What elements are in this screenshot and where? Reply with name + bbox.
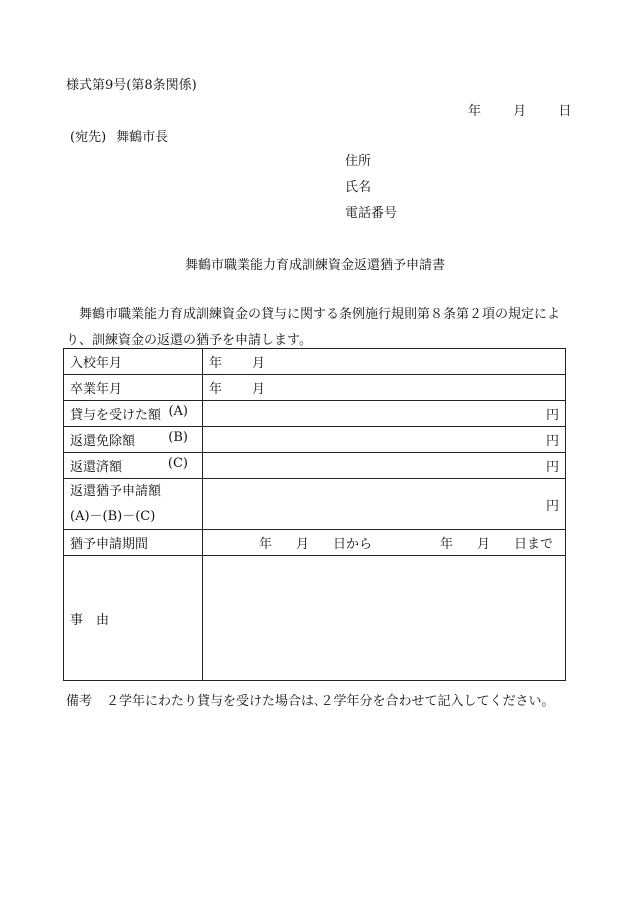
table-row-loan [64,401,566,427]
loan-code: (A) [168,404,188,419]
exempt-amount-field[interactable] [203,427,566,453]
loan-amount-field[interactable] [203,401,566,427]
table-row-graduate [64,375,566,401]
addressee-name: 舞鶴市長 [116,130,169,145]
remarks-text: ２学年にわたり貸与を受けた場合は､２学年分を合わせて記入してください。 [106,694,555,709]
address-label: 住所 [345,154,372,169]
deferral-formula: (A)－(B)－(C) [70,509,156,524]
period-to-month: 月 [476,537,490,552]
phone-label: 電話番号 [345,206,398,221]
repaid-label: 返還済額 [70,460,123,475]
period-field[interactable] [203,530,566,556]
graduate-year: 年 [209,382,223,397]
enroll-year: 年 [209,356,223,371]
enroll-label: 入校年月 [64,349,203,375]
exempt-label-cell [64,427,203,453]
enroll-month: 月 [252,356,266,371]
repaid-amount-field[interactable] [203,453,566,479]
reason-field[interactable] [203,556,566,681]
table-row-reason [64,556,566,681]
enroll-date-field[interactable] [203,349,566,375]
loan-unit: 円 [545,408,559,423]
period-to-day: 日まで [513,537,553,552]
exempt-label: 返還免除額 [70,434,136,449]
repaid-code: (C) [167,456,188,471]
loan-label-cell [64,401,203,427]
body-text: 舞鶴市職業能力育成訓練資金の貸与に関する条例施行規則第８条第２項の規定により、訓練資金の返還の猶予を申請します。 [66,307,561,348]
remarks-label: 備考 [66,694,93,709]
addressee [70,126,168,145]
addressee-prefix: (宛先) [70,130,107,145]
date-month: 月 [513,104,527,119]
date-day: 日 [558,104,572,119]
deferral-label-cell [64,479,203,530]
reason-label: 事 由 [64,556,203,681]
period-from-year: 年 [259,537,273,552]
graduate-label: 卒業年月 [64,375,203,401]
deferral-label: 返還猶予申請額 [70,484,162,499]
exempt-code: (B) [168,430,188,445]
repaid-unit: 円 [545,460,559,475]
repaid-label-cell [64,453,203,479]
graduate-date-field[interactable] [203,375,566,401]
application-table [63,348,566,681]
exempt-unit: 円 [545,434,559,449]
period-gap [396,533,416,552]
period-to-year: 年 [439,537,453,552]
table-row-enroll [64,349,566,375]
date-line [468,100,571,119]
table-row-repaid [64,453,566,479]
graduate-month: 月 [252,382,266,397]
date-year: 年 [468,104,482,119]
period-from-month: 月 [296,537,310,552]
table-row-period [64,530,566,556]
form-number: 様式第9号(第8条関係) [66,78,197,93]
table-row-deferral [64,479,566,530]
table-row-exempt [64,427,566,453]
period-label: 猶予申請期間 [64,530,203,556]
remarks [66,690,555,709]
loan-label: 貸与を受けた額 [70,408,162,423]
period-from-day: 日から [333,537,373,552]
document-title: 舞鶴市職業能力育成訓練資金返還猶予申請書 [184,258,445,273]
name-label: 氏名 [345,180,372,195]
deferral-amount-field[interactable] [203,479,566,530]
deferral-unit: 円 [545,498,559,514]
